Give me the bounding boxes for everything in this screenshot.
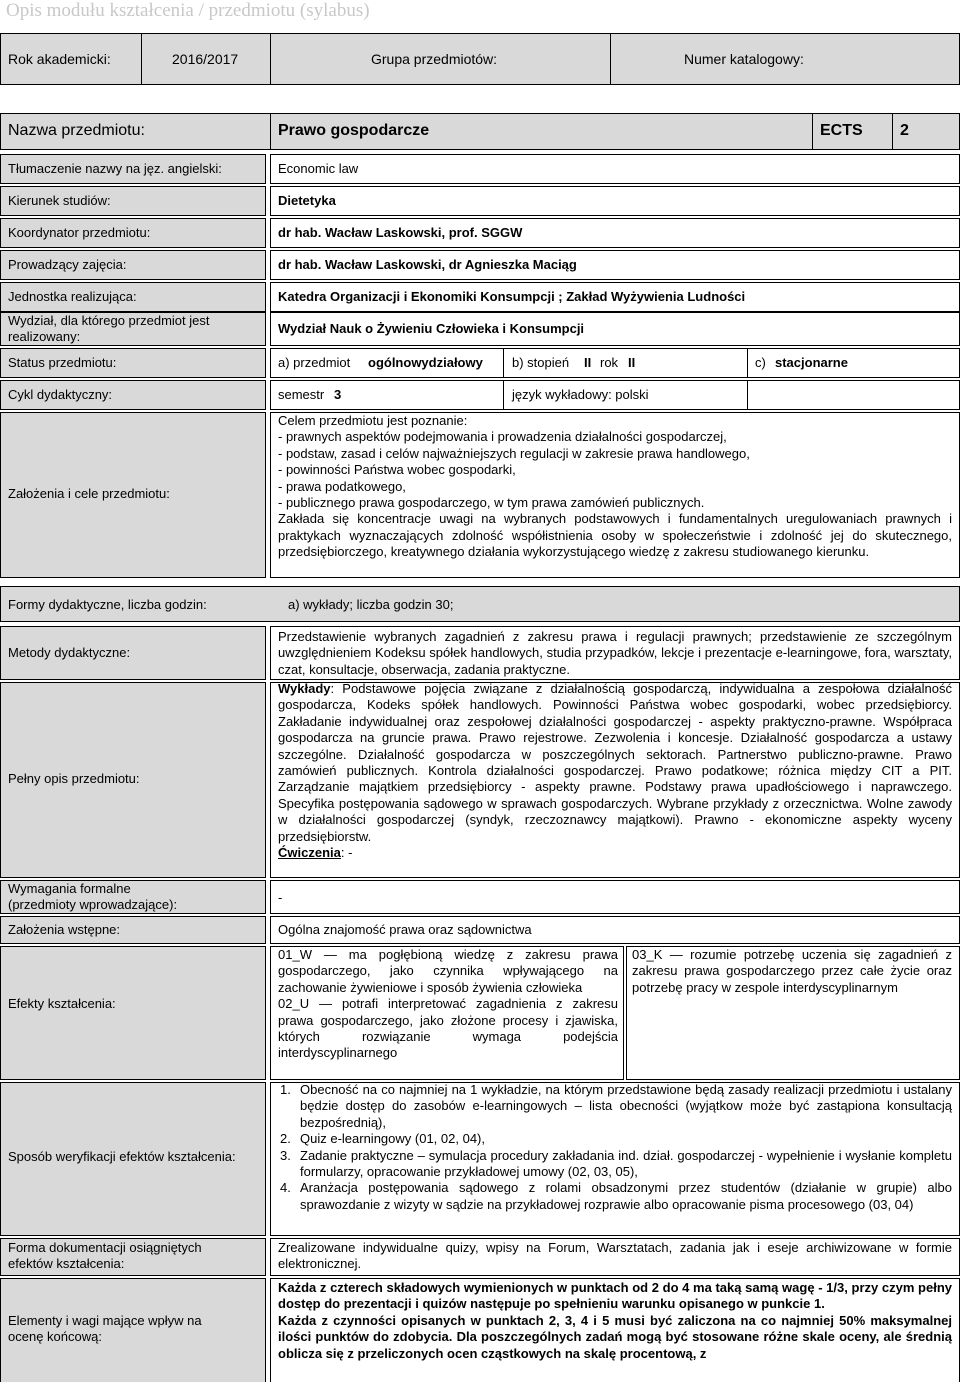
- verification-list: [274, 1082, 952, 1213]
- description-label: Pełny opis przedmiotu:: [8, 771, 140, 786]
- verification-item: 3. Zadanie praktyczne – symulacja procedury zakładania ind. dział. gospodarczej - wypełnienie i wysłanie kompletu formularzy, opracowanie przykładowej umowy (02, 03, 05),: [280, 1147, 952, 1180]
- faculty-value: Wydział Nauk o Żywieniu Człowieka i Konsumpcji: [278, 321, 585, 336]
- description-content: [278, 681, 952, 861]
- subject-group-label: Grupa przedmiotów:: [371, 51, 498, 67]
- outcome-skills: 02_U — potrafi interpretować zagadnienia z zakresu prawa gospodarczego, jako złożone procesy i zjawiska, których rozwiązanie wymaga podejścia interdyscyplinarnego: [278, 996, 618, 1061]
- course-name-value: Prawo gospodarcze: [278, 122, 430, 139]
- goals-line: Celem przedmiotu jest poznanie:: [278, 413, 468, 428]
- grading-label-line-2: ocenę końcową:: [8, 1329, 102, 1344]
- divider: [610, 33, 611, 85]
- course-name-label: Nazwa przedmiotu:: [8, 122, 145, 139]
- ects-value: 2: [900, 122, 909, 139]
- coordinator-value: dr hab. Wacław Laskowski, prof. SGGW: [278, 225, 523, 240]
- grading-label-line-1: Elementy i wagi mające wpływ na: [8, 1313, 202, 1328]
- status-b-year: II: [628, 355, 636, 370]
- goals-line: - prawa podatkowego,: [278, 478, 406, 494]
- divider: [747, 348, 748, 378]
- verification-item: 1. Obecność na co najmniej na 1 wykładzie, na którym przedstawione będą zasady realizacji przedmiotu i ustalany będzie dostęp do zasobów e-learningowych – lista obecności (wyjątkow może być zastąpiona konsultacją bezpośrednią),: [280, 1082, 952, 1130]
- prerequisites-label: Założenia wstępne:: [8, 922, 121, 937]
- lectures-text: : Podstawowe pojęcia związane z działalnością gospodarczą, indywidualna a zespołowa działalność gospodarcza, Kodeks spółek handlowych. Powinności Państwa wobec gospodarki, wobec przedsiębiorcy. Zakładanie indywidualnej oraz zespołowej działalności gospodarczej - aspekty praktyczno-prawne. Współpraca gospodarcza na gruncie prawa. Prawo rejestrowe. Zezwolenia i koncesje. Działalność gospodarcza a ustawy szczególne. Działalność gospodarcza w poszczególnych sektorach. Partnerstwo publiczno-prawne. Prawo zamówień publicznych. Kontrola działalności gospodarczej. Prawo podatkowe; różnica między CIT a PIT. Zarządzanie majątkiem przedsiębiorcy - aspekty prawne. Podstawy prawa upadłościowego i naprawczego. Specyfika postępowania sądowego w sprawach gospodarczych. Wybrane przykłady z orzecznictwa. Wolne zawody w działalności gospodarczej (syndyk, rzeczoznawcy majątkowi). Prawno - ekonomiczne aspekty wyceny przedsiębiorstw.: [278, 681, 952, 844]
- requirements-label-line-1: Wymagania formalne: [8, 881, 131, 896]
- divider: [270, 113, 271, 150]
- requirements-value: -: [278, 890, 283, 905]
- status-a-prefix: a) przedmiot: [278, 355, 351, 370]
- prerequisites-value: Ogólna znajomość prawa oraz sądownictwa: [278, 922, 532, 937]
- teachers-label: Prowadzący zajęcia:: [8, 257, 127, 272]
- status-b-degree: II: [584, 355, 592, 370]
- coordinator-label: Koordynator przedmiotu:: [8, 225, 151, 240]
- verification-item: 2. Quiz e-learningowy (01, 02, 04),: [280, 1131, 485, 1147]
- english-name-value: Economic law: [278, 161, 359, 176]
- exercises-paragraph: [278, 845, 952, 861]
- semester-label: semestr: [278, 387, 325, 402]
- field-of-study-value: Dietetyka: [278, 193, 336, 208]
- status-b-year-label: rok: [600, 355, 619, 370]
- requirements-label-line-2: (przedmioty wprowadzające):: [8, 897, 178, 912]
- divider: [747, 380, 748, 410]
- ects-label: ECTS: [820, 122, 863, 139]
- teachers-value: dr hab. Wacław Laskowski, dr Agnieszka Maciąg: [278, 257, 577, 272]
- documentation-value: Zrealizowane indywidualne quizy, wpisy na Forum, Warsztatach, zadania jak i eseje archiwizowane w formie elektronicznej.: [278, 1240, 952, 1272]
- faculty-label-line-2: realizowany:: [8, 329, 81, 344]
- outcome-knowledge: 01_W — ma pogłębioną wiedzę z zakresu prawa gospodarczego, jako czynnika wpływającego na zachowanie żywieniowe i sposób żywienia człowieka: [278, 947, 618, 995]
- outcomes-label: Efekty kształcenia:: [8, 996, 116, 1011]
- goals-paragraph: Zakłada się koncentracje uwagi na wybranych podstawowych i fundamentalnych uregulowaniach prawnych i praktykach wyznaczających zdolność współistnienia osoby w społeczeństwie i zdolność jej do skutecznego, przedsiębiorczego, kreatywnego działania wykorzystującego wiedzę z zakresu studiowanego kierunku.: [278, 511, 952, 560]
- lectures-label: Wykłady: [278, 681, 331, 696]
- divider: [503, 380, 504, 410]
- lectures-paragraph: [278, 681, 952, 845]
- goals-line: - powinności Państwa wobec gospodarki,: [278, 462, 516, 478]
- verification-label: Sposób weryfikacji efektów kształcenia:: [8, 1149, 236, 1164]
- requirements-value-cell: [270, 880, 960, 914]
- status-b-prefix: b) stopień: [512, 355, 570, 370]
- outcomes-label-cell: [0, 946, 266, 1080]
- divider: [270, 33, 271, 85]
- grading-content: [278, 1280, 952, 1362]
- methods-label: Metody dydaktyczne:: [8, 645, 131, 660]
- exercises-label: Ćwiczenia: [278, 845, 341, 861]
- verification-item: 4. Aranżacja postępowania sądowego z rolami obsadzonymi przez studentów (działanie w grupie) albo sprawozdanie z wizyty w sądzie na przykładowej rozprawie albo opracowanie pisma procesowego (03, 04): [280, 1180, 952, 1212]
- status-c-value: stacjonarne: [775, 355, 848, 370]
- divider: [892, 113, 893, 150]
- status-a-value: ogólnowydziałowy: [368, 355, 483, 370]
- english-name-value-cell: [270, 154, 960, 184]
- page-title: Opis modułu kształcenia / przedmiotu (sylabus): [6, 0, 370, 21]
- status-label: Status przedmiotu:: [8, 355, 117, 370]
- goals-label: Założenia i cele przedmiotu:: [8, 486, 170, 501]
- teaching-language: język wykładowy: polski: [512, 387, 649, 402]
- documentation-label-line-2: efektów kształcenia:: [8, 1256, 125, 1271]
- status-c-prefix: c): [755, 355, 766, 370]
- catalog-number-label: Numer katalogowy:: [684, 51, 804, 67]
- goals-line: - podstaw, zasad i celów najważniejszych regulacji w zakresie prawa handlowego,: [278, 445, 750, 461]
- field-of-study-value-cell: [270, 186, 960, 216]
- outcome-competence: 03_K — rozumie potrzebę uczenia się zagadnień z zakresu prawa gospodarczego przez całe życie oraz potrzebę pracy w zespole interdyscyplinarnym: [632, 947, 952, 995]
- academic-year-value: 2016/2017: [172, 51, 239, 67]
- field-of-study-label: Kierunek studiów:: [8, 193, 111, 208]
- outcomes-left: [278, 947, 618, 1062]
- forms-value: a) wykłady; liczba godzin 30;: [288, 597, 454, 612]
- cycle-label: Cykl dydaktyczny:: [8, 387, 113, 402]
- faculty-label-line-1: Wydział, dla którego przedmiot jest: [8, 313, 210, 328]
- unit-label: Jednostka realizująca:: [8, 289, 137, 304]
- goals-line: - publicznego prawa gospodarczego, w tym prawa zamówień publicznych.: [278, 495, 705, 511]
- divider: [812, 113, 813, 150]
- divider: [141, 33, 142, 85]
- documentation-label-line-1: Forma dokumentacji osiągniętych: [8, 1240, 202, 1255]
- academic-year-label: Rok akademicki:: [8, 51, 111, 67]
- forms-label: Formy dydaktyczne, liczba godzin:: [8, 597, 207, 612]
- unit-value: Katedra Organizacji i Ekonomiki Konsumpcji ; Zakład Wyżywienia Ludności: [278, 289, 746, 304]
- divider: [503, 348, 504, 378]
- goals-content: [278, 413, 952, 561]
- semester-value: 3: [334, 387, 342, 402]
- exercises-text: : -: [340, 845, 353, 861]
- methods-value: Przedstawienie wybranych zagadnień z zakresu prawa i regulacji prawnych; przedstawienie ze szczególnym uwzględnieniem Kodeksu spółek handlowych, studia przypadków, lekcje i prezentacje e-learningowe, fora, warsztaty, czat, konsultacje, obserwacja, zadania praktyczne.: [278, 629, 952, 677]
- goals-line: - prawnych aspektów podejmowania i prowadzenia działalności gospodarczej,: [278, 429, 727, 445]
- grading-paragraph: Każda z czterech składowych wymienionych w punktach od 2 do 4 ma taką samą wagę - 1/3, przy czym pełny dostęp do prezentacji i quizów następuje po spełnieniu warunku opisanego w punkcie 1.: [278, 1280, 952, 1312]
- grading-paragraph: Każda z czynności opisanych w punktach 2, 3, 4 i 5 musi być zaliczona na co najmniej 50% maksymalnej ilości punktów do zdobycia. Dla poszczególnych zadań mogą być stosowane różne skale oceny, ale średnią oblicza się z przeliczonych ocen cząstkowych na skalę procentową, z: [278, 1312, 952, 1361]
- english-name-label: Tłumaczenie nazwy na jęz. angielski:: [8, 161, 222, 176]
